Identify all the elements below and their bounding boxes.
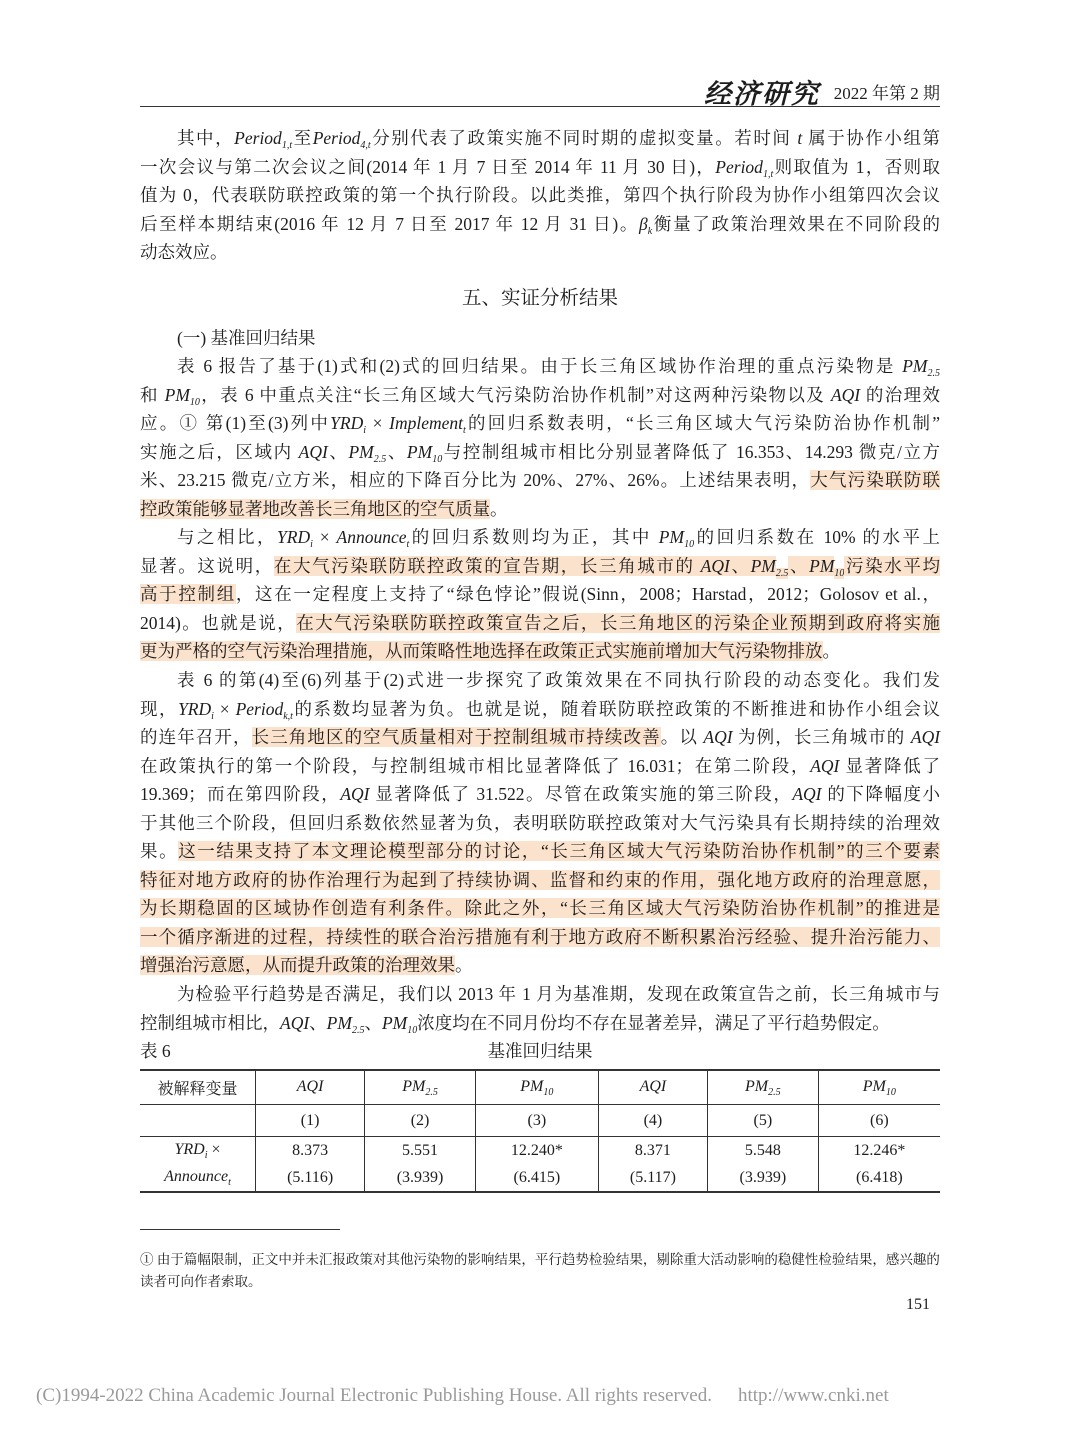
text-segment: 表 6 的第(4)至(6)列基于(2)式进一步探究了政策效果在不同执行阶段的动态变化。我们发	[177, 670, 940, 691]
std-error-cell: (5.117)	[598, 1164, 707, 1192]
text-segment: i	[211, 710, 214, 722]
text-segment: 2.5	[927, 368, 940, 379]
text-segment: 衡量了政策治理效果在不同阶段的	[652, 213, 941, 234]
text-line	[140, 609, 940, 638]
column-number: (6)	[818, 1105, 940, 1137]
text-segment: 米、23.215 微克/立方米，相应的下降百分比为 20%、27%、26%。上述结果表明，	[140, 470, 811, 491]
text-line	[140, 1009, 940, 1038]
text-segment: β	[639, 213, 648, 234]
highlighted-text: 2.5	[775, 567, 789, 579]
highlighted-text: AQI	[700, 555, 730, 576]
highlighted-text: 更为严格的空气污染治理措施，从而策略性地选择在政策正式实施前增加大气污染物排放	[140, 641, 823, 662]
journal-logo: 经济研究	[704, 79, 820, 110]
text-segment: YRD	[330, 413, 364, 434]
highlighted-text: 污染水平均	[844, 555, 941, 576]
highlighted-text: 高于控制组	[140, 584, 236, 605]
highlighted-text: 在大气污染联防联控政策宣告之后，长三角地区的污染企业预期到政府将实施	[296, 612, 941, 633]
text-segment: 10	[432, 453, 443, 465]
text-segment: 显著降低了 31.522。尽管在政策实施的第三阶段，	[369, 784, 793, 805]
table-label: 表 6	[140, 1041, 171, 1061]
text-segment: 1,t	[281, 140, 293, 151]
text-line	[140, 181, 940, 210]
text-line	[140, 780, 940, 809]
text-segment: 一次会议与第二次会议之间(2014 年 1 月 7 日至 2014 年 11 月 30 日)，	[140, 156, 716, 177]
text-segment: 。	[490, 498, 508, 519]
text-segment: PM	[658, 527, 685, 548]
footnote: ① 由于篇幅限制，正文中并未汇报政策对其他污染物的影响结果，平行趋势检验结果，剔除重大活动影响的稳健性检验结果，感兴趣的读者可向作者索取。	[140, 1252, 940, 1289]
text-segment: 、	[309, 1012, 327, 1033]
column-header: $PM_{10}$	[475, 1070, 598, 1105]
text-segment: Period	[715, 156, 763, 177]
column-number: (5)	[708, 1105, 819, 1137]
column-number: (3)	[475, 1105, 598, 1137]
text-segment: 的回归系数在 10% 的水平上	[694, 527, 941, 548]
coefficient-cell: 12.240*	[475, 1137, 598, 1165]
std-error-cell: (3.939)	[365, 1164, 476, 1192]
text-segment: 的治理效	[860, 384, 940, 405]
coefficient-cell: 12.246*	[818, 1137, 940, 1165]
text-segment: PM	[326, 1012, 352, 1033]
text-segment: Period	[234, 128, 282, 148]
text-segment: 与之相比，	[177, 527, 278, 548]
row-label-line1: $YRD_i$ ×	[174, 1140, 221, 1161]
text-segment: 分别代表了政策实施不同时期的虚拟变量。若时间	[370, 128, 798, 148]
text-segment: 的连年召开，	[140, 727, 252, 748]
text-segment: 动态效应。	[140, 242, 228, 263]
text-segment: ×	[213, 698, 236, 719]
coefficient-cell: 5.548	[708, 1137, 819, 1165]
highlighted-text: 这一结果支持了本文理论模型部分的讨论，“长三角区域大气污染防治协作机制”的三个要素	[178, 841, 940, 862]
highlighted-text: PM	[750, 555, 776, 576]
highlighted-text: 、	[729, 555, 751, 576]
text-segment: t	[797, 128, 803, 148]
text-line	[140, 409, 940, 438]
text-segment: 和	[140, 384, 165, 405]
text-segment: 与控制组城市相比分别显著降低了 16.353、14.293 微克/立方	[442, 441, 941, 462]
text-segment: Announce	[336, 527, 407, 548]
text-line	[140, 666, 940, 695]
text-segment: 于其他三个阶段，但回归系数依然显著为负，表明联防联控政策对大气污染具有长期持续的治理效	[140, 812, 940, 833]
highlighted-text: 特征对地方政府的协作治理行为起到了持续协调、监督和约束的作用，强化地方政府的治理意愿，	[140, 869, 940, 890]
row-label-line2: Announce$_t$	[140, 1164, 256, 1192]
text-line	[140, 923, 940, 952]
text-segment: 属于协作小组第	[802, 128, 941, 148]
text-segment: i	[310, 539, 313, 551]
text-segment: 19.369；而在第四阶段，	[140, 784, 341, 805]
text-line	[140, 894, 940, 923]
column-number: (1)	[256, 1105, 365, 1137]
highlighted-text: PM	[809, 555, 835, 576]
text-line	[140, 124, 940, 153]
text-segment: k,t	[283, 710, 293, 722]
text-segment: 后至样本期结束(2016 年 12 月 7 日至 2017 年 12 月 31 日)。	[140, 213, 640, 234]
text-segment: 显著。这说明，	[140, 555, 274, 576]
text-line	[140, 153, 940, 182]
text-segment: PM	[381, 1012, 408, 1033]
text-line	[140, 238, 940, 267]
highlighted-text: 控政策能够显著地改善长三角地区的空气质量	[140, 498, 490, 519]
text-segment: ，这在一定程度上支持了“绿色悖论”假说(Sinn，2008；Harstad，2012；Golosov et al.，	[235, 584, 940, 605]
text-segment: Implement	[389, 413, 463, 434]
text-line	[140, 723, 940, 752]
text-segment: 的回归系数表明，“长三角区域大气污染防治协作机制”	[465, 413, 940, 434]
text-segment: 2.5	[351, 1024, 365, 1036]
text-line	[140, 523, 940, 552]
highlighted-text: 为长期稳固的区域协作创造有利条件。除此之外，“长三角区域大气污染防治协作机制”的推进是	[140, 898, 940, 919]
column-header: AQI	[256, 1070, 365, 1105]
text-segment: 现，	[140, 698, 179, 719]
text-line	[140, 980, 940, 1009]
column-number: (4)	[598, 1105, 707, 1137]
text-segment: AQI	[340, 784, 370, 805]
text-segment: 为例，长三角城市的	[732, 727, 911, 748]
coefficient-cell: 8.371	[598, 1137, 707, 1165]
empty-cell	[140, 1105, 256, 1137]
text-segment: ×	[312, 527, 337, 548]
text-segment: PM	[164, 384, 190, 405]
text-segment: YRD	[178, 698, 212, 719]
highlighted-text: 在大气污染联防联控政策的宣告期，长三角城市的	[273, 555, 701, 576]
subsection-heading: (一) 基准回归结果	[177, 328, 316, 348]
highlighted-text: 大气污染联防联	[810, 470, 941, 491]
text-segment: AQI	[792, 784, 822, 805]
text-segment: Period	[312, 128, 361, 148]
column-header: $PM_{2.5}$	[708, 1070, 819, 1105]
text-segment: PM	[902, 356, 928, 376]
text-segment: 10	[189, 396, 200, 408]
text-line	[140, 466, 940, 495]
text-segment: t	[406, 539, 410, 551]
text-segment: Period	[235, 698, 284, 719]
text-segment: 4,t	[360, 140, 371, 151]
text-segment: 。以	[660, 727, 704, 748]
text-line	[140, 352, 940, 381]
std-error-cell: (6.415)	[475, 1164, 598, 1192]
section-heading: 五、实证分析结果	[461, 288, 618, 309]
text-segment: 果。	[140, 841, 179, 862]
highlighted-text: 长三角地区的空气质量相对于控制组城市持续改善	[251, 727, 661, 748]
text-segment: i	[363, 425, 366, 437]
text-segment: 、	[327, 441, 349, 462]
text-segment: 至	[292, 128, 313, 148]
text-line	[140, 210, 940, 239]
text-segment: 2.5	[373, 453, 387, 465]
text-line	[140, 695, 940, 724]
text-line	[140, 438, 940, 467]
url-text: http://www.cnki.net	[737, 1385, 889, 1406]
text-segment: 1,t	[762, 168, 774, 180]
text-segment: 则取值为 1，否则取	[773, 156, 940, 177]
text-segment: 。	[822, 641, 840, 662]
running-header	[140, 70, 940, 110]
text-segment: 控制组城市相比，	[140, 1012, 280, 1033]
text-line	[140, 381, 940, 410]
column-header: AQI	[598, 1070, 707, 1105]
regression-table	[140, 1069, 940, 1193]
coefficient-cell: 5.551	[365, 1137, 476, 1165]
text-line	[140, 837, 940, 866]
text-segment: PM	[406, 441, 433, 462]
text-segment: 。	[455, 955, 473, 976]
text-segment: k	[647, 225, 653, 237]
main-text	[140, 352, 940, 1037]
text-segment: 、	[364, 1012, 382, 1033]
intro-paragraph	[140, 124, 940, 267]
watermark	[36, 1385, 889, 1407]
text-segment: 在政策执行的第一个阶段，与控制组城市相比显著降低了 16.031；在第二阶段，	[140, 755, 811, 776]
text-segment: 显著降低了	[839, 755, 941, 776]
text-line	[140, 552, 940, 581]
column-number: (2)	[365, 1105, 476, 1137]
text-segment: 的系数均显著为负。也就是说，随着联防联控政策的不断推进和协作小组会议	[292, 698, 940, 719]
table-title: 基准回归结果	[487, 1041, 593, 1061]
text-segment: ，表 6 中重点关注“长三角区域大气污染防治协作机制”对这两种污染物以及	[199, 384, 831, 405]
text-line	[140, 809, 940, 838]
std-error-cell: (5.116)	[256, 1164, 365, 1192]
copyright-text: (C)1994-2022 China Academic Journal Electronic Publishing House. All rights reserved.	[36, 1385, 712, 1406]
highlighted-text: 10	[834, 567, 845, 579]
text-segment: AQI	[280, 1012, 310, 1033]
text-segment: AQI	[830, 384, 861, 405]
text-line	[140, 495, 940, 524]
text-segment: AQI	[910, 727, 941, 748]
text-segment: YRD	[277, 527, 311, 548]
text-line	[140, 866, 940, 895]
text-segment: 应。① 第(1)至(3)列中	[140, 413, 331, 434]
text-segment: AQI	[298, 441, 328, 462]
text-segment: t	[463, 425, 466, 437]
highlighted-text: 、	[788, 555, 810, 576]
text-line	[140, 580, 940, 609]
text-line	[140, 951, 940, 980]
text-segment: 表 6 报告了基于(1)式和(2)式的回归结果。由于长三角区域协作治理的重点污染物是	[177, 356, 903, 376]
std-error-cell: (3.939)	[708, 1164, 819, 1192]
text-line	[140, 637, 940, 666]
text-segment: 的回归系数则均为正，其中	[409, 527, 659, 548]
text-segment: 2014)。也就是说，	[140, 612, 297, 633]
text-segment: 的下降幅度小	[821, 784, 941, 805]
column-header: $PM_{10}$	[818, 1070, 940, 1105]
text-segment: 其中，	[177, 128, 235, 148]
header-label: 被解释变量	[140, 1070, 256, 1105]
issue-label: 2022 年第 2 期	[833, 84, 940, 103]
text-segment: 10	[407, 1024, 418, 1036]
text-segment: PM	[348, 441, 374, 462]
text-line	[140, 752, 940, 781]
text-segment: 值为 0，代表联防联控政策的第一个执行阶段。以此类推，第四个执行阶段为协作小组第四次会议	[140, 185, 940, 206]
text-segment: AQI	[810, 755, 840, 776]
text-segment: 为检验平行趋势是否满足，我们以 2013 年 1 月为基准期，发现在政策宣告之前，长三角城市与	[177, 984, 940, 1005]
text-segment: 实施之后，区域内	[140, 441, 299, 462]
highlighted-text: 一个循序渐进的过程，持续性的联合治污措施有利于地方政府不断积累治污经验、提升治污能力、	[140, 926, 940, 947]
text-segment: 浓度均在不同月份均不存在显著差异，满足了平行趋势假定。	[417, 1012, 890, 1033]
column-header: $PM_{2.5}$	[365, 1070, 476, 1105]
highlighted-text: 增强治污意愿，从而提升政策的治理效果	[140, 955, 455, 976]
footnote-rule	[140, 1229, 340, 1230]
std-error-cell: (6.418)	[818, 1164, 940, 1192]
coefficient-cell: 8.373	[256, 1137, 365, 1165]
text-segment: ×	[366, 413, 390, 434]
text-segment: 、	[386, 441, 407, 462]
page-number: 151	[906, 1296, 930, 1313]
text-segment: AQI	[703, 727, 733, 748]
text-segment: 10	[684, 539, 695, 551]
